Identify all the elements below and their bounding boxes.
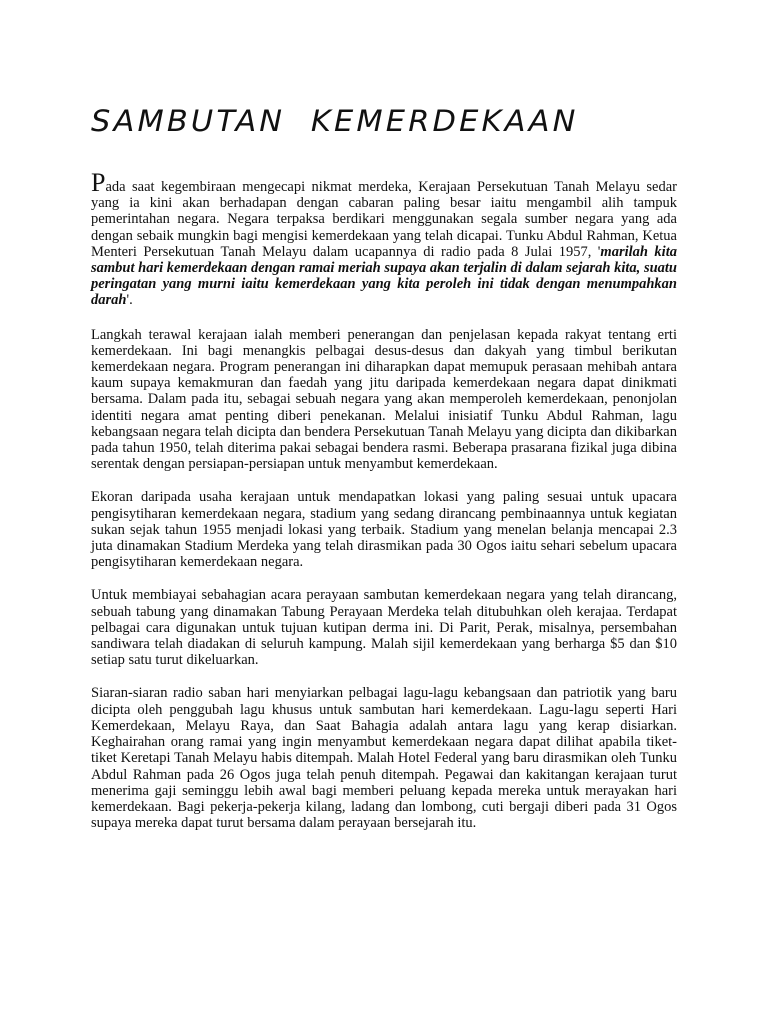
- paragraph-funding: Untuk membiayai sebahagian acara perayaan sambutan kemerdekaan negara yang telah dirancang, sebuah tabung yang dinamakan Tabung Perayaan Merdeka telah ditubuhkan oleh kerajaa. Terdapat pelbagai cara digunakan untuk tujuan kutipan derma ini. Di Parit, Perak, misalnya, persembahan sandiwara telah diadakan di seluruh kampung. Malah sijil kemerdekaan yang berharga $5 dan $10 setiap satu turut dikeluarkan.: [91, 587, 677, 669]
- paragraph-celebrations: Siaran-siaran radio saban hari menyiarkan pelbagai lagu-lagu kebangsaan dan patriotik yang baru dicipta oleh penggubah lagu khusus untuk sambutan hari kemerdekaan. Lagu-lagu seperti Hari Kemerdekaan, Melayu Raya, dan Saat Bahagia adalah antara lagu yang kerap disiarkan. Keghairahan orang ramai yang ingin menyambut kemerdekaan negara dapat dilihat apabila tiket-tiket Keretapi Tanah Melayu habis ditempah. Malah Hotel Federal yang baru dirasmikan oleh Tunku Abdul Rahman pada 26 Ogos juga telah penuh ditempah. Pegawai dan kakitangan kerajaan turut menerima gaji seminggu lebih awal bagi memberi peluang kepada mereka untuk merayakan hari kemerdekaan. Bagi pekerja-pekerja kilang, ladang dan lombong, cuti bergaji diberi pada 31 Ogos supaya mereka dapat turut bersama dalam perayaan bersejarah itu.: [91, 685, 677, 832]
- paragraph-intro-end: '.: [126, 292, 133, 309]
- paragraph-intro-text: ada saat kegembiraan mengecapi nikmat merdeka, Kerajaan Persekutuan Tanah Melayu sedar yang ia kini akan berhadapan dengan cabaran paling besar iaitu mengambil alih tampuk pemerintahan negara. Negara terpaksa berdikari menggunakan segala sumber negara yang ada dengan sebaik mungkin bagi mengisi kemerdekaan yang telah dicapai. Tunku Abdul Rahman, Ketua Menteri Persekutuan Tanah Melayu dalam ucapannya di radio pada 8 Julai 1957, ': [91, 179, 677, 260]
- drop-cap: P: [91, 168, 106, 197]
- paragraph-government-steps: Langkah terawal kerajaan ialah memberi penerangan dan penjelasan kepada rakyat tentang erti kemerdekaan. Ini bagi menangkis pelbagai desus-desus dan dakyah yang timbul berikutan kemerdekaan negara. Program penerangan ini diharapkan dapat memupuk perasaan mehibah antara kaum supaya kemakmuran dan faedah yang jitu daripada kemerdekaan negara dapat dinikmati bersama. Dalam pada itu, sebagai sebuah negara yang akan memperoleh kemerdekaan, penonjolan identiti negara amat penting diberi penekanan. Melalui inisiatif Tunku Abdul Rahman, lagu kebangsaan negara telah dicipta dan bendera Persekutuan Tanah Melayu yang dicipta dan dikibarkan pada tahun 1950, telah diterima pakai sebagai bendera rasmi. Beberapa prasarana fizikal juga dibina serentak dengan persiapan-persiapan untuk menyambut kemerdekaan.: [91, 326, 677, 473]
- document-page: [91, 104, 677, 848]
- tunku-quote: marilah kita sambut hari kemerdekaan dengan ramai meriah supaya akan terjalin di dalam sejarah kita, suatu peringatan yang murni iaitu kemerdekaan yang kita peroleh ini tidak dengan menumpahkan darah: [91, 243, 677, 309]
- paragraph-stadium: Ekoran daripada usaha kerajaan untuk mendapatkan lokasi yang paling sesuai untuk upacara pengisytiharan kemerdekaan negara, stadium yang sedang dirancang pembinaannya untuk kegiatan sukan sejak tahun 1955 menjadi lokasi yang terbaik. Stadium yang menelan belanja mencapai 2.3 juta dinamakan Stadium Merdeka yang telah dirasmikan pada 30 Ogos iaitu sehari sebelum upacara pengisytiharan kemerdekaan negara.: [91, 489, 677, 571]
- paragraph-intro: [91, 168, 677, 309]
- document-title: SAMBUTAN KEMERDEKAAN: [91, 104, 579, 138]
